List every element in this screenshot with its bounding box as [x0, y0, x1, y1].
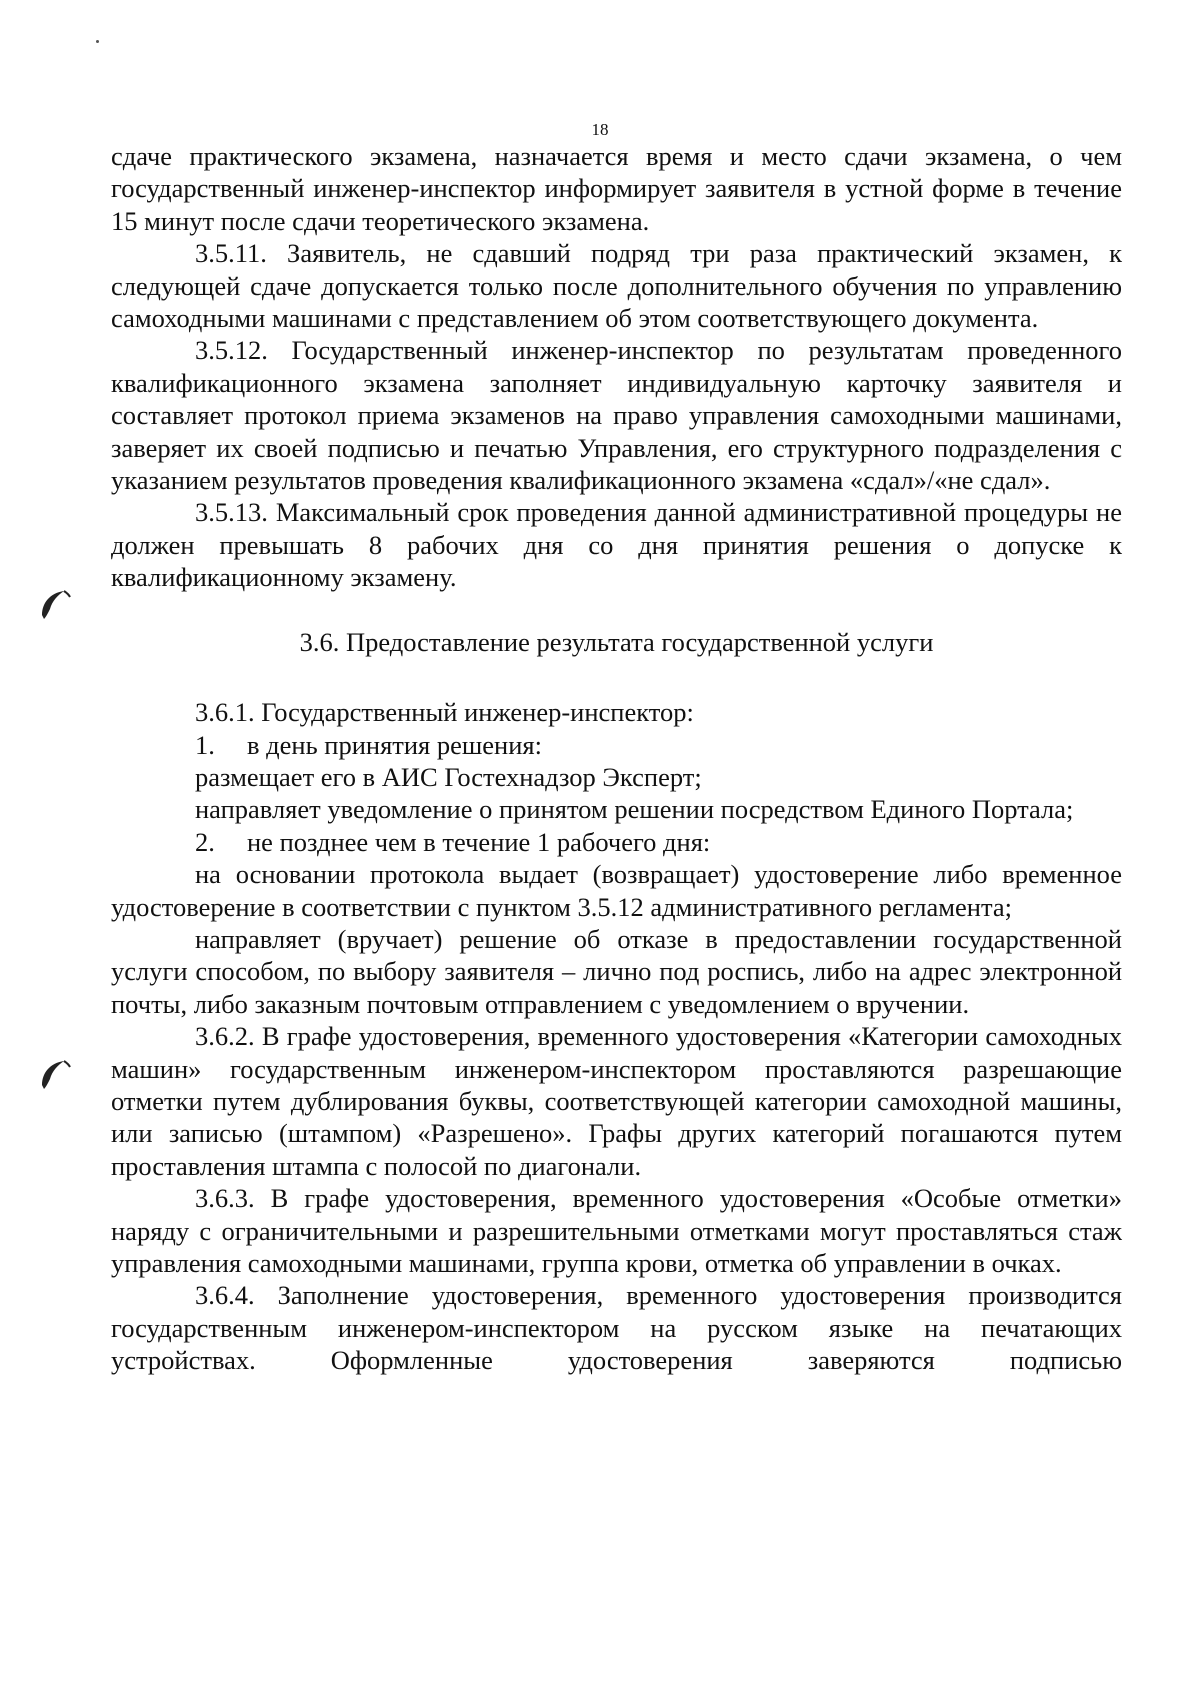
paragraph-3-6-3: 3.6.3. В графе удостоверения, временного удостоверения «Особые отметки» наряду с ограничительными и разрешительными отметками могут проставляться стаж управления самоходными машинами, группа крови, отметка об управлении в очках. [111, 1183, 1122, 1278]
paragraph-3-6-1: 3.6.1. Государственный инженер-инспектор: [195, 697, 694, 728]
list-item-text: в день принятия решения: [247, 729, 542, 760]
paragraph-place-ais: размещает его в АИС Гостехнадзор Эксперт; [195, 761, 702, 792]
list-item-1 [111, 729, 1122, 761]
paragraph-notify-portal: направляет уведомление о принятом решении посредством Единого Портала; [195, 794, 1074, 825]
section-heading-3-6: 3.6. Предоставление результата государственной услуги [299, 626, 934, 657]
paragraph-continuation: сдаче практического экзамена, назначается время и место сдачи экзамена, о чем государственный инженер-инспектор информирует заявителя в устной форме в течение 15 минут после сдачи теоретического экзамена. [111, 141, 1122, 236]
list-item-2 [111, 826, 1122, 858]
page-number: 18 [591, 120, 609, 139]
paragraph-3-5-12: 3.5.12. Государственный инженер-инспектор по результатам проведенного квалификационного экзамена заполняет индивидуальную карточку заявителя и составляет протокол приема экзаменов на право управления самоходными машинами, заверяет их своей подписью и печатью Управления, его структурного подразделения с указанием результатов проведения квалификационного экзамена «сдал»/«не сдал». [111, 335, 1122, 496]
scan-speck [96, 40, 99, 43]
document-body [111, 140, 1122, 1377]
binder-hole-mark-top [36, 585, 76, 625]
list-item-text: не позднее чем в течение 1 рабочего дня: [247, 826, 711, 857]
paragraph-3-6-2: 3.6.2. В графе удостоверения, временного удостоверения «Категории самоходных машин» государственным инженером-инспектором проставляются разрешающие отметки путем дублирования буквы, соответствующей категории самоходной машины, или записью (штампом) «Разрешено». Графы других категорий погашаются путем проставления штампа с полосой по диагонали. [111, 1021, 1122, 1181]
paragraph-3-5-13: 3.5.13. Максимальный срок проведения данной административной процедуры не должен превышать 8 рабочих дня со дня принятия решения о допуске к квалификационному экзамену. [111, 497, 1122, 593]
paragraph-3-6-4: 3.6.4. Заполнение удостоверения, временного удостоверения производится государственным инженером-инспектором на русском языке на печатающих устройствах. Оформленные удостоверения заверяются подписью [111, 1280, 1122, 1376]
paragraph-issue-certificate: на основании протокола выдает (возвращает) удостоверение либо временное удостоверение в соответствии с пунктом 3.5.12 административного регламента; [111, 859, 1122, 922]
paragraph-3-5-11: 3.5.11. Заявитель, не сдавший подряд три раза практический экзамен, к следующей сдаче допускается только после дополнительного обучения по управлению самоходными машинами с представлением об этом соответствующего документа. [111, 238, 1122, 334]
binder-hole-mark-bottom [36, 1055, 76, 1095]
list-number: 1. [195, 729, 215, 760]
paragraph-refusal-delivery: направляет (вручает) решение об отказе в предоставлении государственной услуги способом, по выбору заявителя – лично под роспись, либо на адрес электронной почты, либо заказным почтовым отправлением с уведомлением о вручении. [111, 923, 1122, 1019]
list-number: 2. [195, 826, 215, 857]
